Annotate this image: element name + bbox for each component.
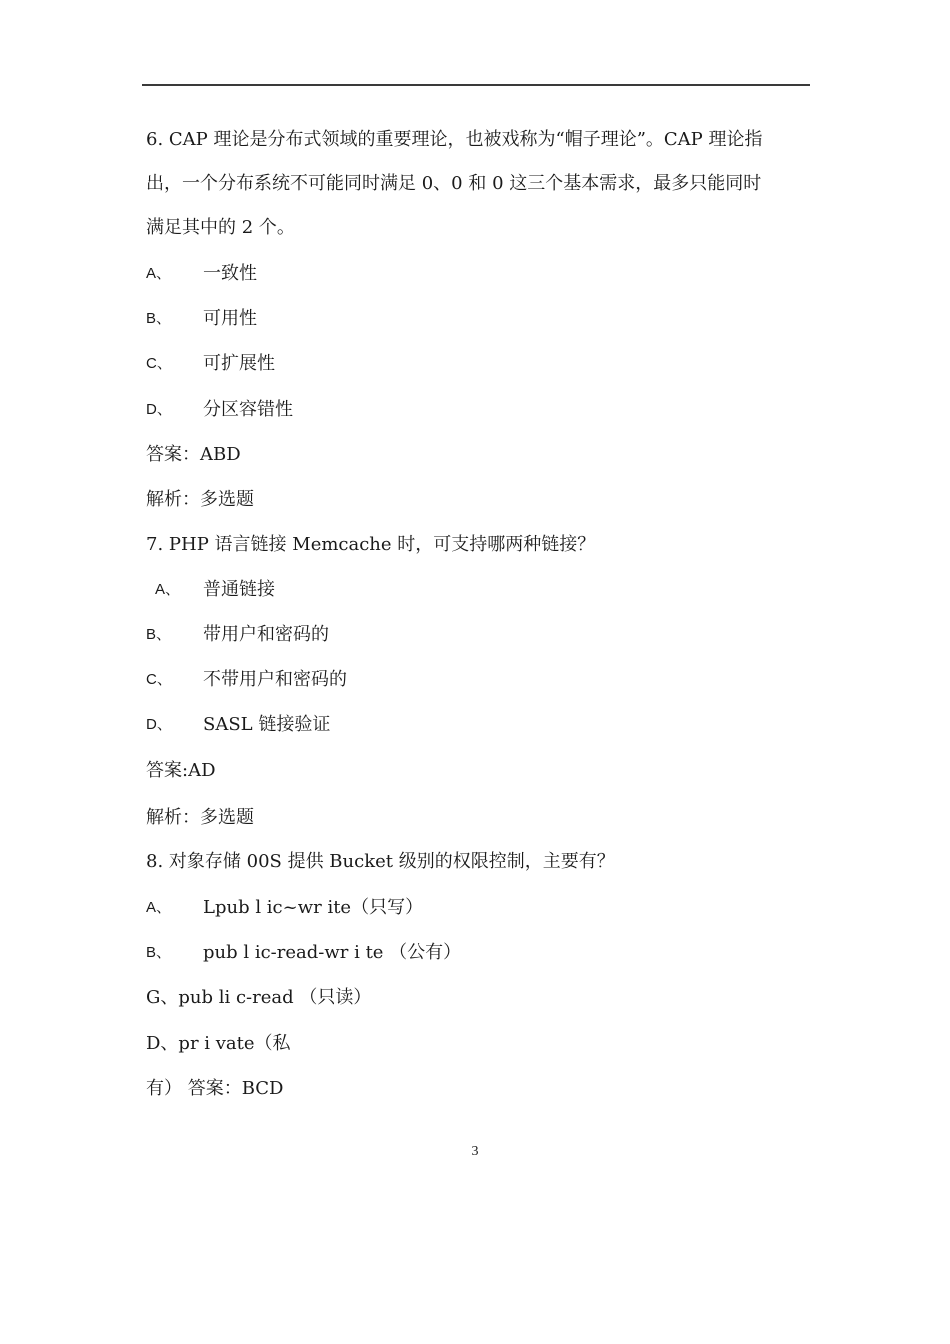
option-text: 分区容错性 xyxy=(203,399,293,420)
option-letter: C、 xyxy=(146,671,172,688)
q6-stem-line-2: 出，一个分布系统不可能同时满足 0、0 和 0 这三个基本需求，最多只能同时 xyxy=(146,173,762,194)
option-letter: C、 xyxy=(146,355,172,372)
option-letter: B、 xyxy=(146,626,172,643)
option-letter: B、 xyxy=(146,944,172,961)
page-number: 3 xyxy=(471,1144,479,1159)
q8-option-g: G、pub li c-read （只读） xyxy=(146,987,372,1008)
option-letter: D、 xyxy=(146,716,172,733)
option-text: SASL 链接验证 xyxy=(203,714,331,735)
q6-answer: 答案：ABD xyxy=(146,444,241,465)
option-text: 一致性 xyxy=(203,263,257,284)
option-text: 不带用户和密码的 xyxy=(203,669,347,690)
option-text: Lpub l ic~wr ite（只写） xyxy=(203,897,424,918)
q8-answer-line: 有） 答案：BCD xyxy=(146,1078,284,1099)
option-letter: A、 xyxy=(146,265,172,282)
q7-answer: 答案:AD xyxy=(146,760,216,781)
option-letter: A、 xyxy=(155,581,181,598)
q8-stem: 8. 对象存储 00S 提供 Bucket 级别的权限控制，主要有？ xyxy=(146,851,615,872)
option-text: 可扩展性 xyxy=(203,353,275,374)
option-letter: B、 xyxy=(146,310,172,327)
header-rule xyxy=(142,84,810,86)
q6-analysis: 解析：多选题 xyxy=(146,489,254,510)
q6-stem-line-3: 满足其中的 2 个。 xyxy=(146,217,295,238)
option-text: 带用户和密码的 xyxy=(203,624,329,645)
option-text: pub l ic-read-wr i te （公有） xyxy=(203,942,462,963)
q7-stem: 7. PHP 语言链接 Memcache 时，可支持哪两种链接？ xyxy=(146,534,596,555)
option-letter: D、 xyxy=(146,401,172,418)
q8-option-d: D、pr i vate（私 xyxy=(146,1033,291,1054)
q7-analysis: 解析：多选题 xyxy=(146,807,254,828)
option-letter: A、 xyxy=(146,899,172,916)
option-text: 可用性 xyxy=(203,308,257,329)
q6-stem-line-1: 6. CAP 理论是分布式领域的重要理论，也被戏称为“帽子理论”。CAP 理论指 xyxy=(146,129,763,150)
option-text: 普通链接 xyxy=(203,579,275,600)
